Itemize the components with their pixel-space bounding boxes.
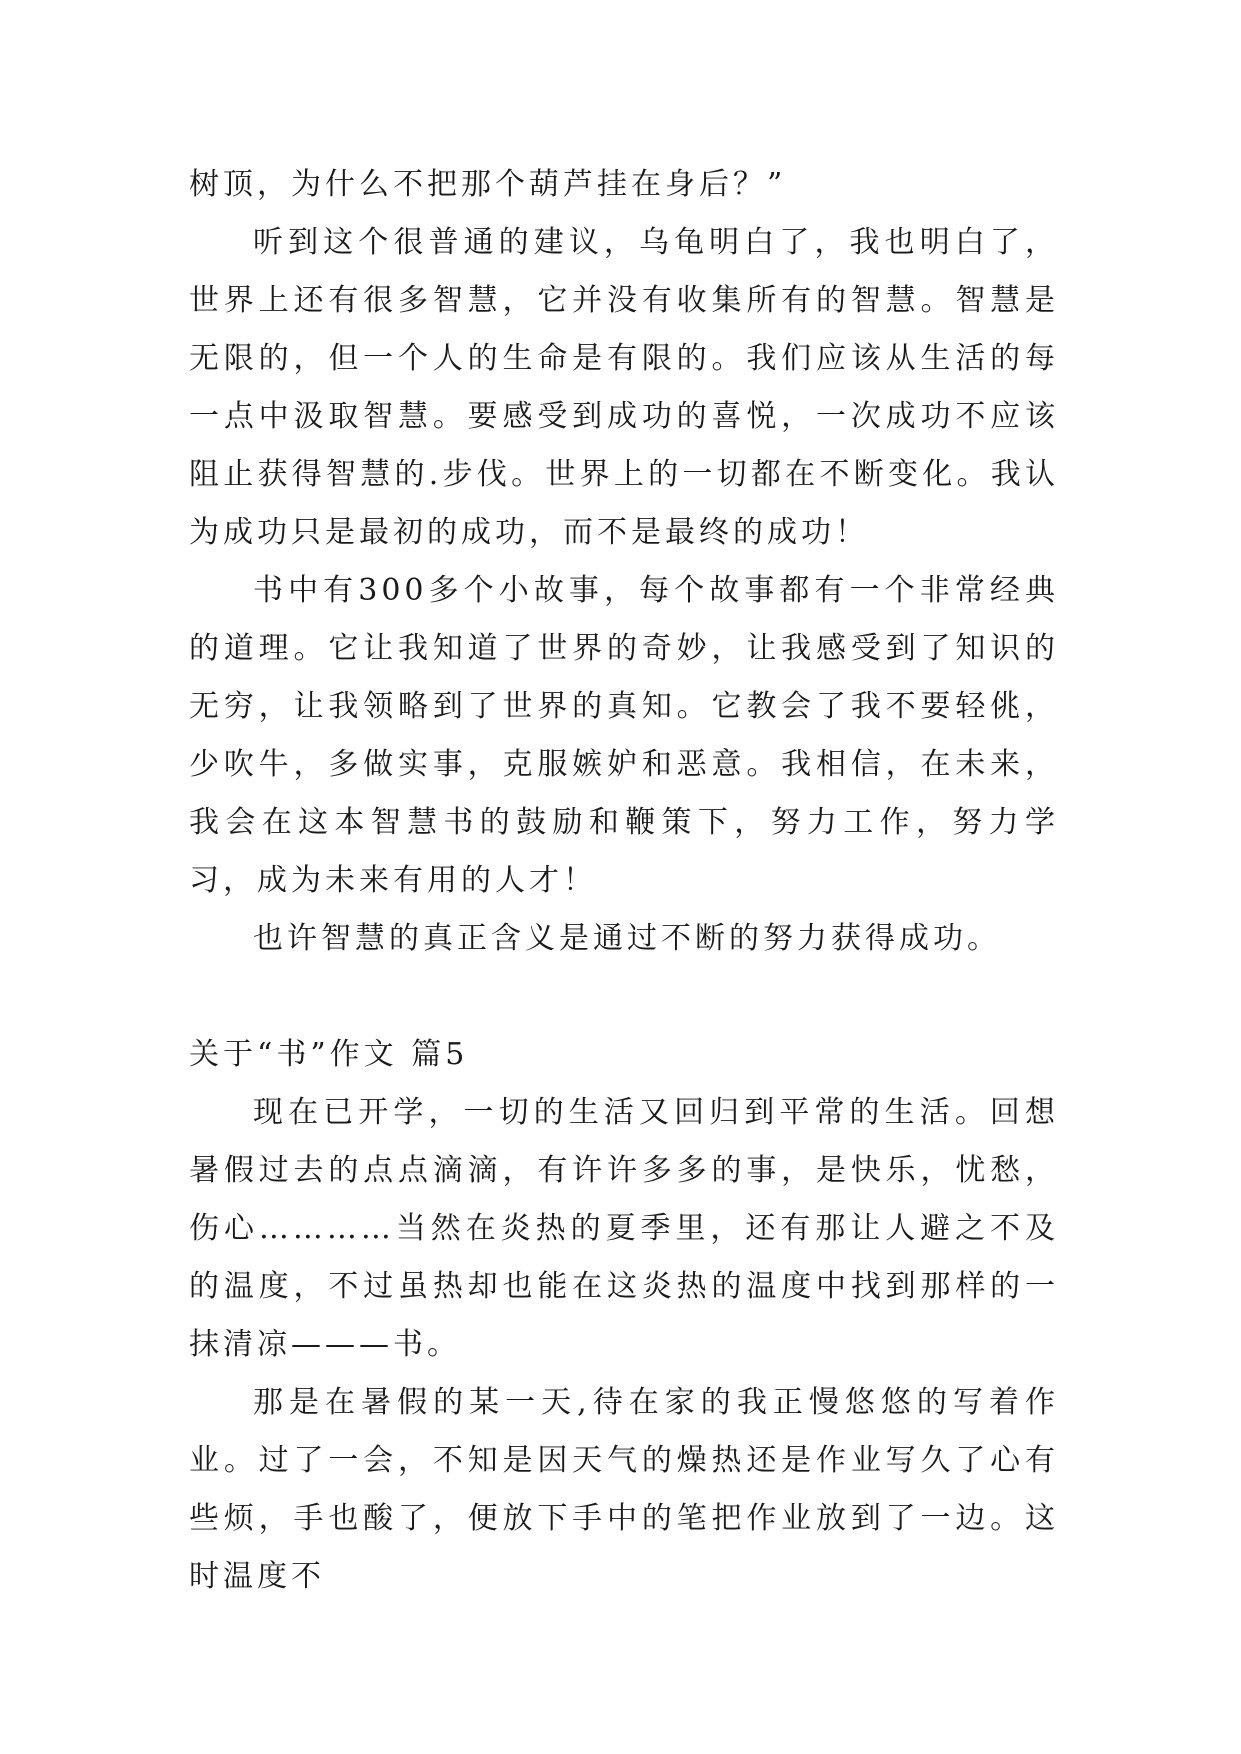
- paragraph-continuation: 树顶，为什么不把那个葫芦挂在身后？”: [189, 167, 787, 202]
- paragraph: 那是在暑假的某一天,待在家的我正慢悠悠的写着作业。过了一会，不知是因天气的燥热还是作业写久了心有些烦，手也酸了，便放下手中的笔把作业放到了一边。这时温度不: [189, 1385, 1059, 1594]
- paragraph: 书中有300多个小故事，每个故事都有一个非常经典的道理。它让我知道了世界的奇妙，让我感受到了知识的无穷，让我领略到了世界的真知。它教会了我不要轻佻，少吹牛，多做实事，克服嫉妒和恶意。我相信，在未来，我会在这本智慧书的鼓励和鞭策下，努力工作，努力学习，成为未来有用的人才！: [189, 573, 1059, 898]
- paragraph: 也许智慧的真正含义是通过不断的努力获得成功。: [253, 921, 1001, 956]
- section-spacer: [189, 968, 1059, 1026]
- paragraph: 听到这个很普通的建议，乌龟明白了，我也明白了，世界上还有很多智慧，它并没有收集所有的智慧。智慧是无限的，但一个人的生命是有限的。我们应该从生活的每一点中汲取智慧。要感受到成功的喜悦，一次成功不应该阻止获得智慧的.步伐。世界上的一切都在不断变化。我认为成功只是最初的成功，而不是最终的成功！: [189, 225, 1059, 550]
- document-body: [189, 156, 1059, 1606]
- paragraph: 现在已开学，一切的生活又回归到平常的生活。回想暑假过去的点点滴滴，有许许多多的事，是快乐，忧愁，伤心…………当然在炎热的夏季里，还有那让人避之不及的温度，不过虽热却也能在这炎热的温度中找到那样的一抹清凉———书。: [189, 1095, 1059, 1362]
- section-heading: 关于“书”作文 篇5: [189, 1037, 469, 1072]
